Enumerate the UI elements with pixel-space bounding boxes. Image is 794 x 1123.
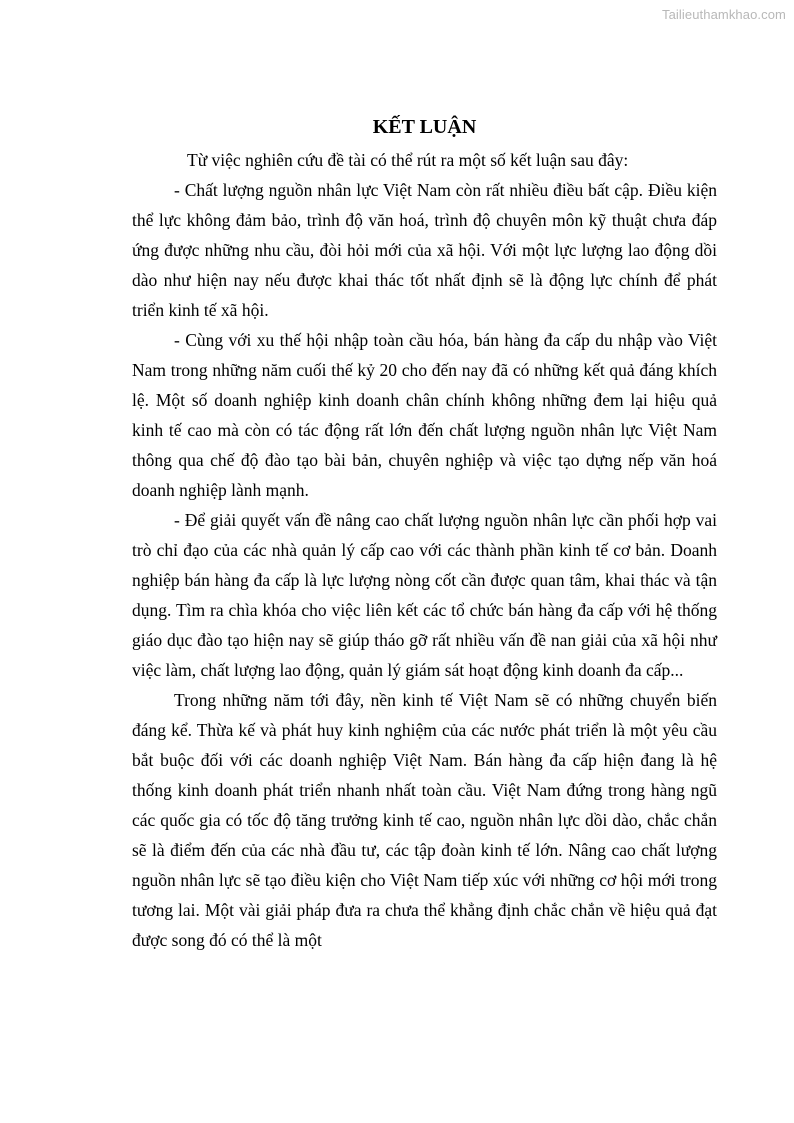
paragraph-3: - Để giải quyết vấn đề nâng cao chất lượng nguồn nhân lực cần phối hợp vai trò chỉ đạo của các nhà quản lý cấp cao với các thành phần kinh tế cơ bản. Doanh nghiệp bán hàng đa cấp là lực lượng nòng cốt cần được quan tâm, khai thác và tận dụng. Tìm ra chìa khóa cho việc liên kết các tổ chức bán hàng đa cấp với hệ thống giáo dục đào tạo hiện nay sẽ giúp tháo gỡ rất nhiều vấn đề nan giải của xã hội như việc làm, chất lượng lao động, quản lý giám sát hoạt động kinh doanh đa cấp... (132, 510, 717, 680)
watermark-text: Tailieuthamkhao.com (661, 7, 786, 22)
paragraph-4: Trong những năm tới đây, nền kinh tế Việt Nam sẽ có những chuyển biến đáng kể. Thừa kế và phát huy kinh nghiệm của các nước phát triển là một yêu cầu bắt buộc đối với các doanh nghiệp Việt Nam. Bán hàng đa cấp hiện đang là hệ thống kinh doanh phát triển nhanh nhất toàn cầu. Việt Nam đứng trong hàng ngũ các quốc gia có tốc độ tăng trưởng kinh tế cao, nguồn nhân lực dồi dào, chắc chắn sẽ là điểm đến của các nhà đầu tư, các tập đoàn kinh tế lớn. Nâng cao chất lượng nguồn nhân lực sẽ tạo điều kiện cho Việt Nam tiếp xúc với những cơ hội mới trong tương lai. Một vài giải pháp đưa ra chưa thể khẳng định chắc chắn về hiệu quả đạt được song đó có thể là một (132, 690, 717, 950)
paragraph-2: - Cùng với xu thế hội nhập toàn cầu hóa, bán hàng đa cấp du nhập vào Việt Nam trong những năm cuối thế kỷ 20 cho đến nay đã có những kết quả đáng khích lệ. Một số doanh nghiệp kinh doanh chân chính không những đem lại hiệu quả kinh tế cao mà còn có tác động rất lớn đến chất lượng nguồn nhân lực Việt Nam thông qua chế độ đào tạo bài bản, chuyên nghiệp và việc tạo dựng nếp văn hoá doanh nghiệp lành mạnh. (132, 330, 717, 500)
page-title: KẾT LUẬN (372, 116, 477, 138)
document-page (132, 112, 717, 955)
intro-paragraph: Từ việc nghiên cứu đề tài có thể rút ra một số kết luận sau đây: (187, 150, 629, 170)
paragraph-1: - Chất lượng nguồn nhân lực Việt Nam còn rất nhiều điều bất cập. Điều kiện thể lực không đảm bảo, trình độ văn hoá, trình độ chuyên môn kỹ thuật chưa đáp ứng được những nhu cầu, đòi hỏi mới của xã hội. Với một lực lượng lao động dồi dào như hiện nay nếu được khai thác tốt nhất định sẽ là động lực chính để phát triển kinh tế xã hội. (132, 180, 717, 320)
